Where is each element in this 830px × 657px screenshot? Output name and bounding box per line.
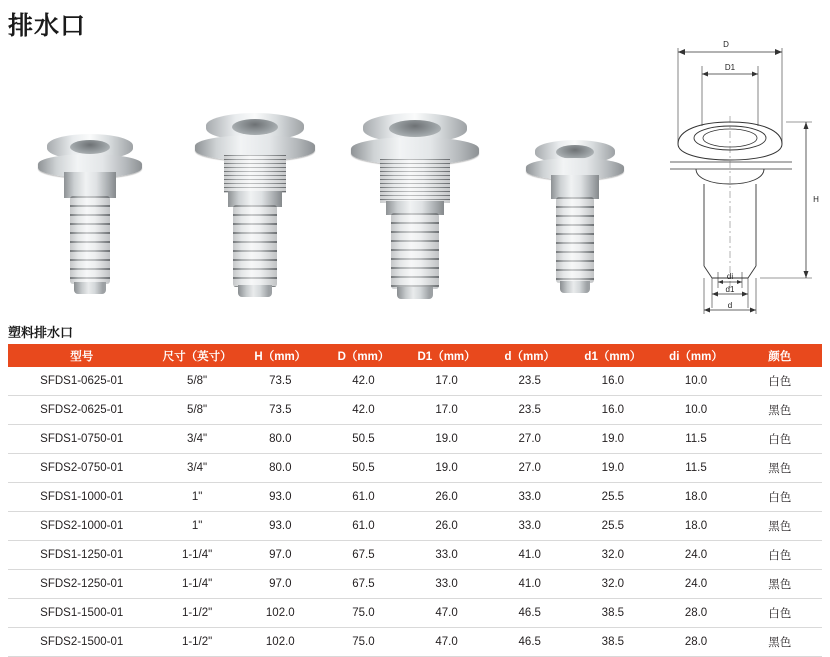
cell-d1-lower: 38.5	[571, 628, 654, 657]
cell-h: 102.0	[239, 628, 322, 657]
header-d: D（mm）	[322, 344, 405, 367]
cell-color: 白色	[738, 425, 822, 454]
table-row	[8, 454, 822, 483]
cell-d1: 47.0	[405, 599, 488, 628]
cell-d1-lower: 32.0	[571, 541, 654, 570]
cell-di: 11.5	[654, 454, 737, 483]
cell-di: 28.0	[654, 628, 737, 657]
cell-d: 50.5	[322, 425, 405, 454]
table-title: 塑料排水口	[8, 325, 74, 340]
cell-size: 5/8"	[155, 367, 238, 396]
header-h: H（mm）	[239, 344, 322, 367]
cell-d1: 33.0	[405, 541, 488, 570]
header-color: 颜色	[738, 344, 822, 367]
cell-model: SFDS1-1250-01	[8, 541, 155, 570]
cell-model: SFDS2-0750-01	[8, 454, 155, 483]
cell-model: SFDS1-0625-01	[8, 367, 155, 396]
hose-barb	[233, 205, 277, 287]
cell-di: 10.0	[654, 396, 737, 425]
barrel-collar	[64, 172, 116, 198]
cell-di: 18.0	[654, 483, 737, 512]
cell-color: 白色	[738, 367, 822, 396]
table-row	[8, 367, 822, 396]
cell-model: SFDS2-0625-01	[8, 396, 155, 425]
cell-model: SFDS2-1500-01	[8, 628, 155, 657]
cell-d: 61.0	[322, 512, 405, 541]
cell-d-lower: 33.0	[488, 483, 571, 512]
table-row	[8, 570, 822, 599]
header-size: 尺寸（英寸）	[155, 344, 238, 367]
dimension-label-d1: d1	[725, 285, 735, 294]
cell-h: 97.0	[239, 541, 322, 570]
cell-d1-lower: 25.5	[571, 483, 654, 512]
barb-tip	[560, 281, 590, 293]
cell-di: 28.0	[654, 599, 737, 628]
cell-di: 10.0	[654, 367, 737, 396]
page-title: 排水口	[8, 12, 87, 40]
header-di: di（mm）	[654, 344, 737, 367]
cell-d: 50.5	[322, 454, 405, 483]
barb-tip	[397, 287, 433, 299]
drain-fitting-1	[340, 95, 490, 310]
cell-size: 1-1/4"	[155, 541, 238, 570]
cell-h: 80.0	[239, 454, 322, 483]
cell-size: 1-1/2"	[155, 628, 238, 657]
cell-d1: 33.0	[405, 570, 488, 599]
cell-size: 1"	[155, 483, 238, 512]
barb-tip	[74, 282, 106, 294]
cell-d: 61.0	[322, 483, 405, 512]
cell-d1-lower: 25.5	[571, 512, 654, 541]
table-row	[8, 483, 822, 512]
cell-di: 18.0	[654, 512, 737, 541]
cell-d1: 17.0	[405, 367, 488, 396]
hose-barb	[556, 197, 594, 283]
cell-di: 11.5	[654, 425, 737, 454]
drain-fitting-5-8	[30, 110, 150, 310]
cell-color: 黑色	[738, 570, 822, 599]
cell-size: 1"	[155, 512, 238, 541]
barrel-collar	[551, 175, 599, 199]
cell-d1-lower: 19.0	[571, 454, 654, 483]
cell-model: SFDS1-0750-01	[8, 425, 155, 454]
cell-di: 24.0	[654, 570, 737, 599]
cell-d: 42.0	[322, 367, 405, 396]
cell-d1-lower: 19.0	[571, 425, 654, 454]
cell-d1: 17.0	[405, 396, 488, 425]
cell-color: 黑色	[738, 396, 822, 425]
cell-color: 黑色	[738, 512, 822, 541]
flange-bore	[556, 145, 594, 159]
cell-model: SFDS2-1250-01	[8, 570, 155, 599]
technical-drawing	[660, 26, 830, 316]
cell-d-lower: 27.0	[488, 425, 571, 454]
cell-h: 73.5	[239, 396, 322, 425]
cell-d1: 26.0	[405, 512, 488, 541]
cell-di: 24.0	[654, 541, 737, 570]
table-row	[8, 425, 822, 454]
cell-d-lower: 33.0	[488, 512, 571, 541]
cell-d1-lower: 16.0	[571, 367, 654, 396]
drain-fitting-3-4	[185, 95, 325, 310]
cell-d-lower: 27.0	[488, 454, 571, 483]
hose-barb	[391, 213, 439, 289]
flange-bore	[70, 140, 110, 154]
table-row	[8, 396, 822, 425]
threaded-section	[380, 159, 450, 203]
cell-d: 67.5	[322, 570, 405, 599]
cell-size: 1-1/2"	[155, 599, 238, 628]
technical-drawing-svg	[660, 26, 830, 316]
cell-model: SFDS1-1500-01	[8, 599, 155, 628]
cell-d1-lower: 38.5	[571, 599, 654, 628]
cell-d1-lower: 32.0	[571, 570, 654, 599]
cell-color: 白色	[738, 541, 822, 570]
cell-d: 42.0	[322, 396, 405, 425]
cell-d-lower: 46.5	[488, 599, 571, 628]
header-d1: D1（mm）	[405, 344, 488, 367]
table-row	[8, 541, 822, 570]
cell-d-lower: 41.0	[488, 570, 571, 599]
cell-h: 97.0	[239, 570, 322, 599]
dimension-label-D: D	[723, 40, 729, 49]
cell-color: 白色	[738, 483, 822, 512]
cell-d-lower: 41.0	[488, 541, 571, 570]
flange-bore	[232, 119, 278, 135]
cell-color: 黑色	[738, 628, 822, 657]
header-d-lower: d（mm）	[488, 344, 571, 367]
cell-d1: 19.0	[405, 454, 488, 483]
dimension-label-H: H	[813, 195, 819, 204]
cell-size: 3/4"	[155, 454, 238, 483]
drain-fitting-1-1-4	[515, 110, 635, 310]
product-image-strip	[0, 60, 660, 310]
cell-h: 93.0	[239, 512, 322, 541]
barb-tip	[238, 285, 272, 297]
table-row	[8, 512, 822, 541]
cell-d1: 19.0	[405, 425, 488, 454]
cell-d1-lower: 16.0	[571, 396, 654, 425]
cell-d: 67.5	[322, 541, 405, 570]
header-d1-lower: d1（mm）	[571, 344, 654, 367]
hose-barb	[70, 196, 110, 284]
table-row	[8, 628, 822, 657]
cell-d-lower: 46.5	[488, 628, 571, 657]
header-model: 型号	[8, 344, 155, 367]
cell-d1: 26.0	[405, 483, 488, 512]
table-row	[8, 599, 822, 628]
cell-size: 1-1/4"	[155, 570, 238, 599]
cell-color: 白色	[738, 599, 822, 628]
cell-size: 3/4"	[155, 425, 238, 454]
dimension-label-d: d	[727, 301, 733, 310]
threaded-section	[224, 155, 286, 193]
cell-h: 73.5	[239, 367, 322, 396]
dimension-label-D1: D1	[724, 63, 736, 72]
table-body	[8, 367, 822, 657]
cell-h: 93.0	[239, 483, 322, 512]
flange-bore	[389, 120, 441, 137]
cell-h: 80.0	[239, 425, 322, 454]
cell-d-lower: 23.5	[488, 367, 571, 396]
cell-d: 75.0	[322, 628, 405, 657]
specification-table	[8, 344, 822, 657]
cell-size: 5/8"	[155, 396, 238, 425]
dimension-label-di: di	[726, 272, 734, 281]
table-header-row	[8, 344, 822, 367]
cell-d: 75.0	[322, 599, 405, 628]
cell-d1: 47.0	[405, 628, 488, 657]
cell-model: SFDS1-1000-01	[8, 483, 155, 512]
cell-color: 黑色	[738, 454, 822, 483]
cell-h: 102.0	[239, 599, 322, 628]
cell-d-lower: 23.5	[488, 396, 571, 425]
cell-model: SFDS2-1000-01	[8, 512, 155, 541]
